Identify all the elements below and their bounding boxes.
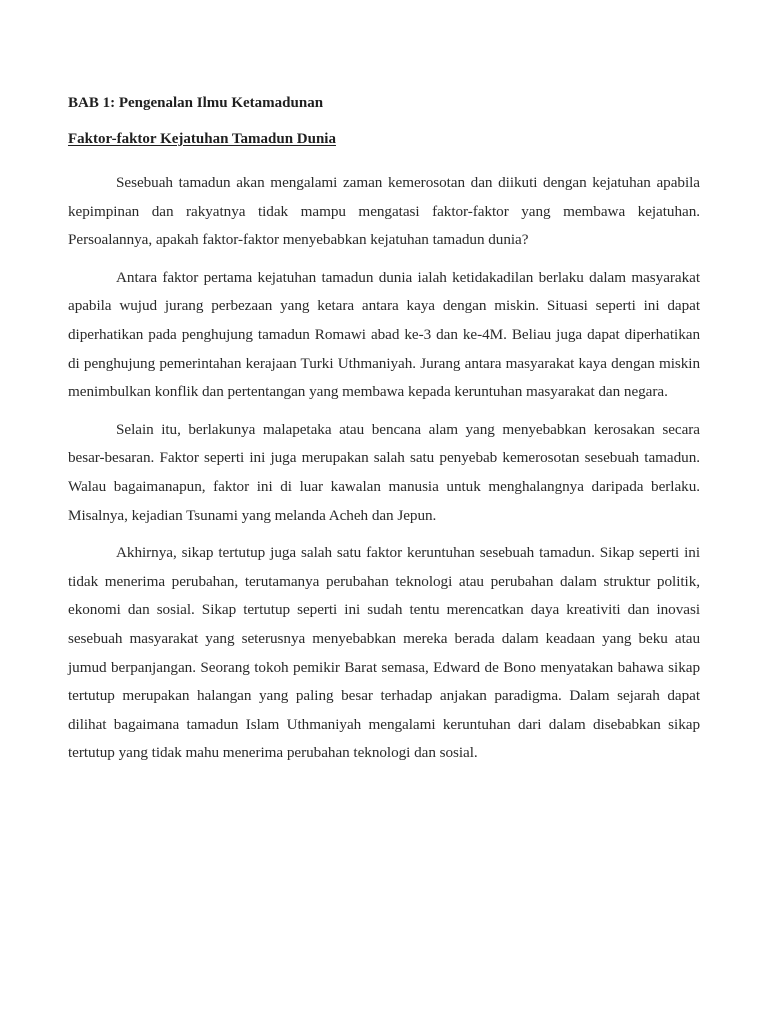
document-body xyxy=(68,92,700,768)
section-title: Faktor-faktor Kejatuhan Tamadun Dunia xyxy=(68,131,336,147)
chapter-title: BAB 1: Pengenalan Ilmu Ketamadunan xyxy=(68,95,324,111)
paragraph-closed-attitude-factor: Akhirnya, sikap tertutup juga salah satu faktor keruntuhan sesebuah tamadun. Sikap seperti ini tidak menerima perubahan, terutamanya perubahan teknologi atau perubahan dalam struktur politik, ekonomi dan sosial. Sikap tertutup seperti ini sudah tentu merencatkan daya kreativiti dan inovasi sesebuah masyarakat yang seterusnya menyebabkan mereka berada dalam keadaan yang beku atau jumud berpanjangan. Seorang tokoh pemikir Barat semasa, Edward de Bono menyatakan bahawa sikap tertutup merupakan halangan yang paling besar terhadap anjakan paradigma. Dalam sejarah dapat dilihat bagaimana tamadun Islam Uthmaniyah mengalami keruntuhan dari dalam disebabkan sikap tertutup yang tidak mahu menerima perubahan teknologi dan sosial. xyxy=(68,544,700,762)
paragraph-intro: Sesebuah tamadun akan mengalami zaman kemerosotan dan diikuti dengan kejatuhan apabila kepimpinan dan rakyatnya tidak mampu mengatasi faktor-faktor yang membawa kejatuhan. Persoalannya, apakah faktor-faktor menyebabkan kejatuhan tamadun dunia? xyxy=(68,174,700,249)
paragraph-natural-disaster-factor: Selain itu, berlakunya malapetaka atau bencana alam yang menyebabkan kerosakan secara besar-besaran. Faktor seperti ini juga merupakan salah satu penyebab kemerosotan sesebuah tamadun. Walau bagaimanapun, faktor ini di luar kawalan manusia untuk menghalangnya daripada berlaku. Misalnya, kejadian Tsunami yang melanda Acheh dan Jepun. xyxy=(68,420,700,524)
paragraph-injustice-factor: Antara faktor pertama kejatuhan tamadun dunia ialah ketidakadilan berlaku dalam masyarakat apabila wujud jurang perbezaan yang ketara antara kaya dengan miskin. Situasi seperti ini dapat diperhatikan pada penghujung tamadun Romawi abad ke-3 dan ke-4M. Beliau juga dapat diperhatikan di penghujung pemerintahan kerajaan Turki Uthmaniyah. Jurang antara masyarakat kaya dengan miskin menimbulkan konflik dan pertentangan yang membawa kepada keruntuhan masyarakat dan negara. xyxy=(68,268,700,401)
